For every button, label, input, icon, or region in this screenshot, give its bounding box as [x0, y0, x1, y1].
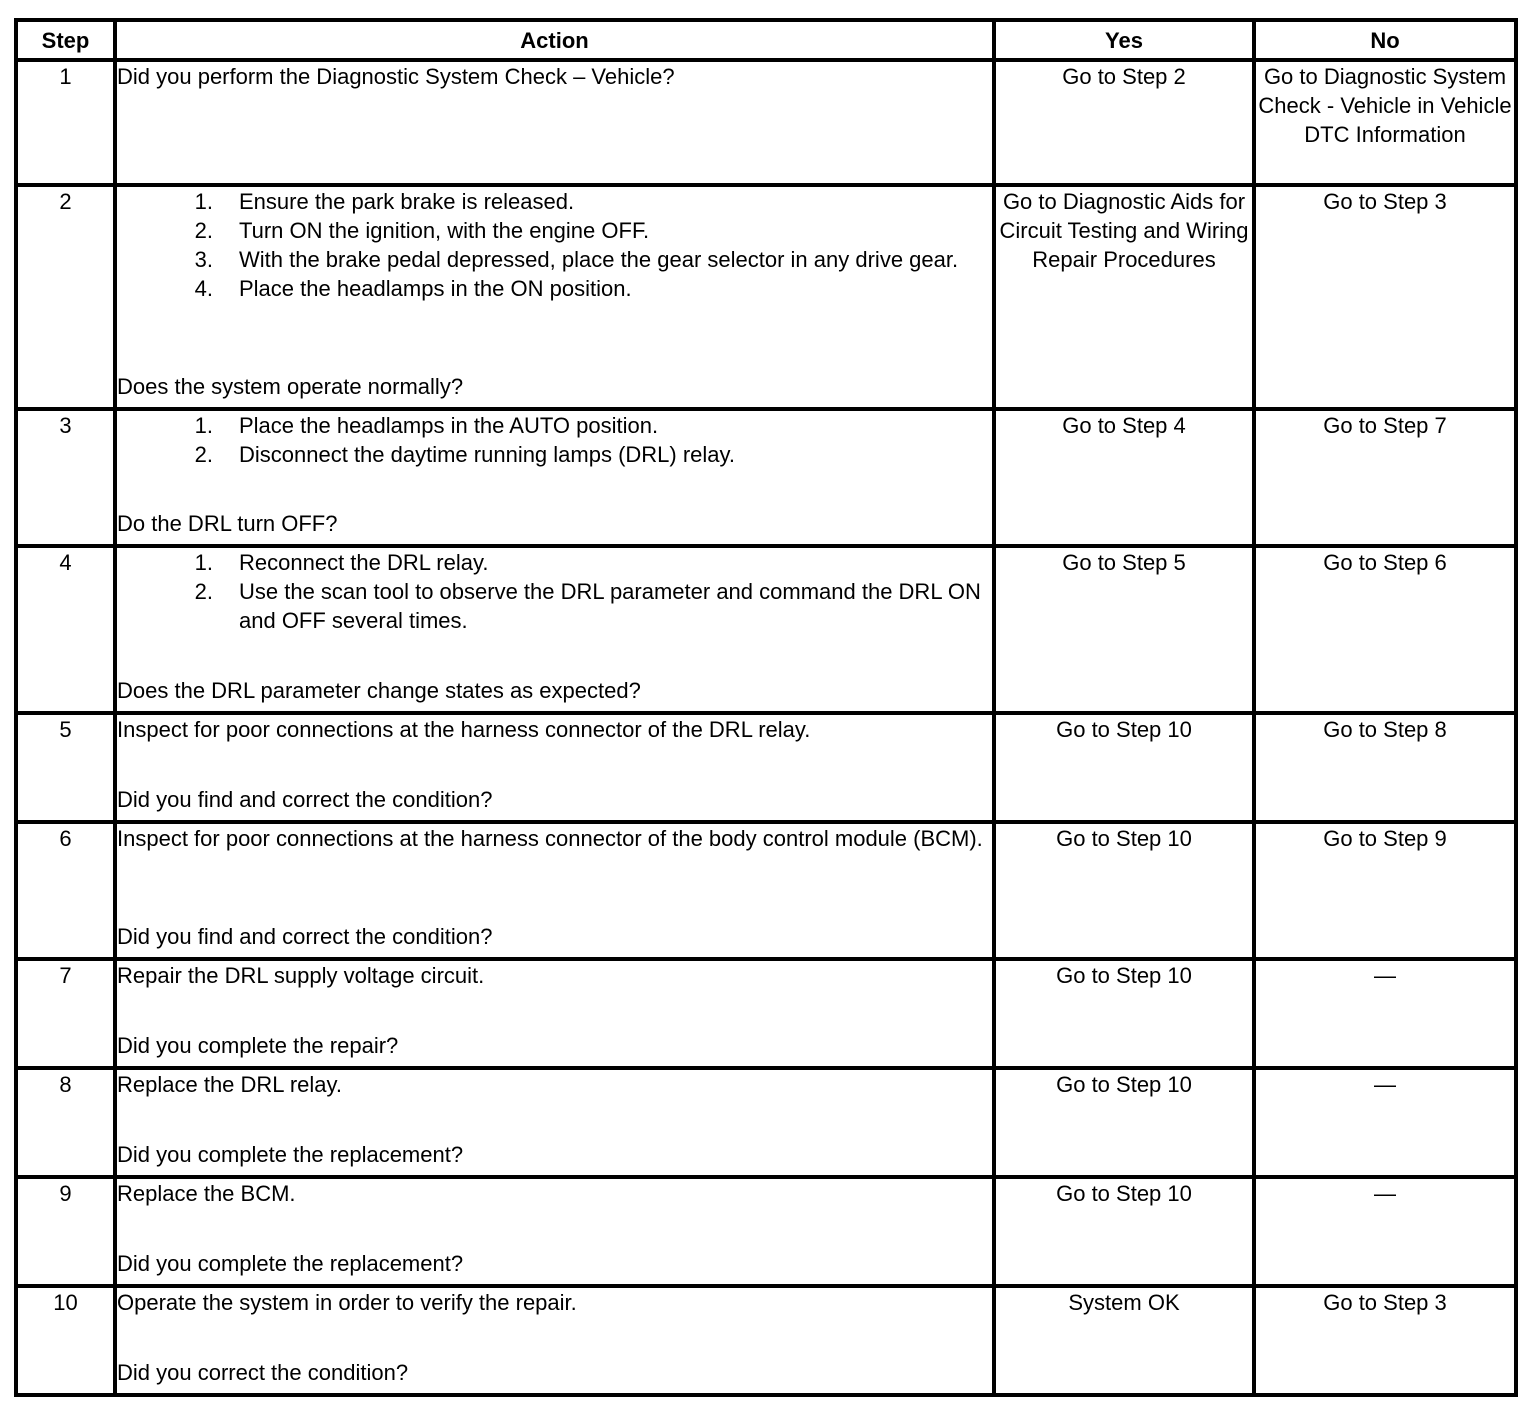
- list-item: [117, 577, 992, 635]
- action-question: Does the system operate normally?: [117, 374, 464, 399]
- list-item-text: Ensure the park brake is released.: [239, 189, 575, 214]
- action-cell: [115, 60, 994, 185]
- no-result: Go to Diagnostic System Check - Vehicle in Vehicle DTC Information: [1254, 60, 1516, 185]
- action-steps-list: [117, 187, 992, 303]
- list-item: [117, 245, 992, 274]
- table-row: [16, 1286, 1516, 1395]
- step-number: 9: [16, 1177, 115, 1286]
- list-item: [117, 187, 992, 216]
- yes-result: Go to Step 10: [994, 822, 1254, 959]
- action-cell: [115, 1068, 994, 1177]
- step-number: 7: [16, 959, 115, 1068]
- table-row: [16, 959, 1516, 1068]
- step-number: 6: [16, 822, 115, 959]
- yes-result: Go to Step 10: [994, 959, 1254, 1068]
- header-row: [16, 20, 1516, 60]
- table-row: [16, 60, 1516, 185]
- yes-result: Go to Step 10: [994, 1177, 1254, 1286]
- action-question: Did you find and correct the condition?: [117, 787, 493, 812]
- list-item-number: 1.: [194, 413, 213, 438]
- list-item-text: Turn ON the ignition, with the engine OFF.: [239, 218, 650, 243]
- diagnostic-table: [14, 18, 1518, 1397]
- table-row: [16, 822, 1516, 959]
- list-item-number: 3.: [194, 247, 213, 272]
- list-item-number: 1.: [194, 550, 213, 575]
- action-question: Did you complete the repair?: [117, 1033, 399, 1058]
- action-text: Did you perform the Diagnostic System Check – Vehicle?: [117, 64, 675, 89]
- list-item-text: Reconnect the DRL relay.: [239, 550, 489, 575]
- header-step: Step: [16, 20, 115, 60]
- step-number: 3: [16, 409, 115, 546]
- action-cell: [115, 409, 994, 546]
- list-item-text: Place the headlamps in the ON position.: [239, 276, 632, 301]
- table-row: [16, 409, 1516, 546]
- step-number: 2: [16, 185, 115, 409]
- list-item-text: With the brake pedal depressed, place the gear selector in any drive gear.: [239, 247, 959, 272]
- list-item-number: 4.: [194, 276, 213, 301]
- action-cell: [115, 1286, 994, 1395]
- action-question: Does the DRL parameter change states as expected?: [117, 678, 641, 703]
- table-body: [16, 60, 1516, 1395]
- no-result: —: [1254, 1177, 1516, 1286]
- no-result: Go to Step 3: [1254, 1286, 1516, 1395]
- no-result: Go to Step 9: [1254, 822, 1516, 959]
- yes-result: Go to Step 10: [994, 713, 1254, 822]
- header-action: Action: [115, 20, 994, 60]
- list-item-text: Place the headlamps in the AUTO position.: [239, 413, 659, 438]
- action-cell: [115, 1177, 994, 1286]
- action-cell: [115, 713, 994, 822]
- step-number: 8: [16, 1068, 115, 1177]
- header-no: No: [1254, 20, 1516, 60]
- no-result: —: [1254, 1068, 1516, 1177]
- yes-result: Go to Step 5: [994, 546, 1254, 713]
- table-row: [16, 713, 1516, 822]
- list-item-text: Disconnect the daytime running lamps (DRL) relay.: [239, 442, 736, 467]
- action-text: Operate the system in order to verify the repair.: [117, 1290, 577, 1315]
- no-result: Go to Step 8: [1254, 713, 1516, 822]
- yes-result: Go to Diagnostic Aids for Circuit Testing and Wiring Repair Procedures: [994, 185, 1254, 409]
- action-text: Repair the DRL supply voltage circuit.: [117, 963, 485, 988]
- yes-result: System OK: [994, 1286, 1254, 1395]
- step-number: 10: [16, 1286, 115, 1395]
- list-item-number: 1.: [194, 189, 213, 214]
- table-row: [16, 185, 1516, 409]
- list-item: [117, 440, 992, 469]
- action-cell: [115, 959, 994, 1068]
- list-item-number: 2.: [194, 218, 213, 243]
- action-question: Did you correct the condition?: [117, 1360, 409, 1385]
- action-question: Did you complete the replacement?: [117, 1142, 464, 1167]
- action-text: Inspect for poor connections at the harness connector of the body control module (BCM).: [117, 826, 983, 851]
- action-text: Inspect for poor connections at the harness connector of the DRL relay.: [117, 717, 811, 742]
- action-cell: [115, 185, 994, 409]
- list-item: [117, 216, 992, 245]
- table-row: [16, 1068, 1516, 1177]
- no-result: Go to Step 3: [1254, 185, 1516, 409]
- action-text: Replace the BCM.: [117, 1181, 296, 1206]
- list-item: [117, 411, 992, 440]
- table-row: [16, 1177, 1516, 1286]
- header-yes: Yes: [994, 20, 1254, 60]
- action-steps-list: [117, 548, 992, 635]
- step-number: 1: [16, 60, 115, 185]
- no-result: —: [1254, 959, 1516, 1068]
- action-cell: [115, 822, 994, 959]
- action-question: Do the DRL turn OFF?: [117, 511, 338, 536]
- list-item-number: 2.: [194, 442, 213, 467]
- action-text: Replace the DRL relay.: [117, 1072, 342, 1097]
- list-item-number: 2.: [194, 579, 213, 604]
- yes-result: Go to Step 4: [994, 409, 1254, 546]
- action-question: Did you complete the replacement?: [117, 1251, 464, 1276]
- yes-result: Go to Step 10: [994, 1068, 1254, 1177]
- list-item: [117, 548, 992, 577]
- list-item-text: Use the scan tool to observe the DRL parameter and command the DRL ON and OFF several times.: [239, 579, 981, 633]
- step-number: 4: [16, 546, 115, 713]
- step-number: 5: [16, 713, 115, 822]
- no-result: Go to Step 7: [1254, 409, 1516, 546]
- action-cell: [115, 546, 994, 713]
- yes-result: Go to Step 2: [994, 60, 1254, 185]
- action-steps-list: [117, 411, 992, 469]
- action-question: Did you find and correct the condition?: [117, 924, 493, 949]
- list-item: [117, 274, 992, 303]
- table-row: [16, 546, 1516, 713]
- no-result: Go to Step 6: [1254, 546, 1516, 713]
